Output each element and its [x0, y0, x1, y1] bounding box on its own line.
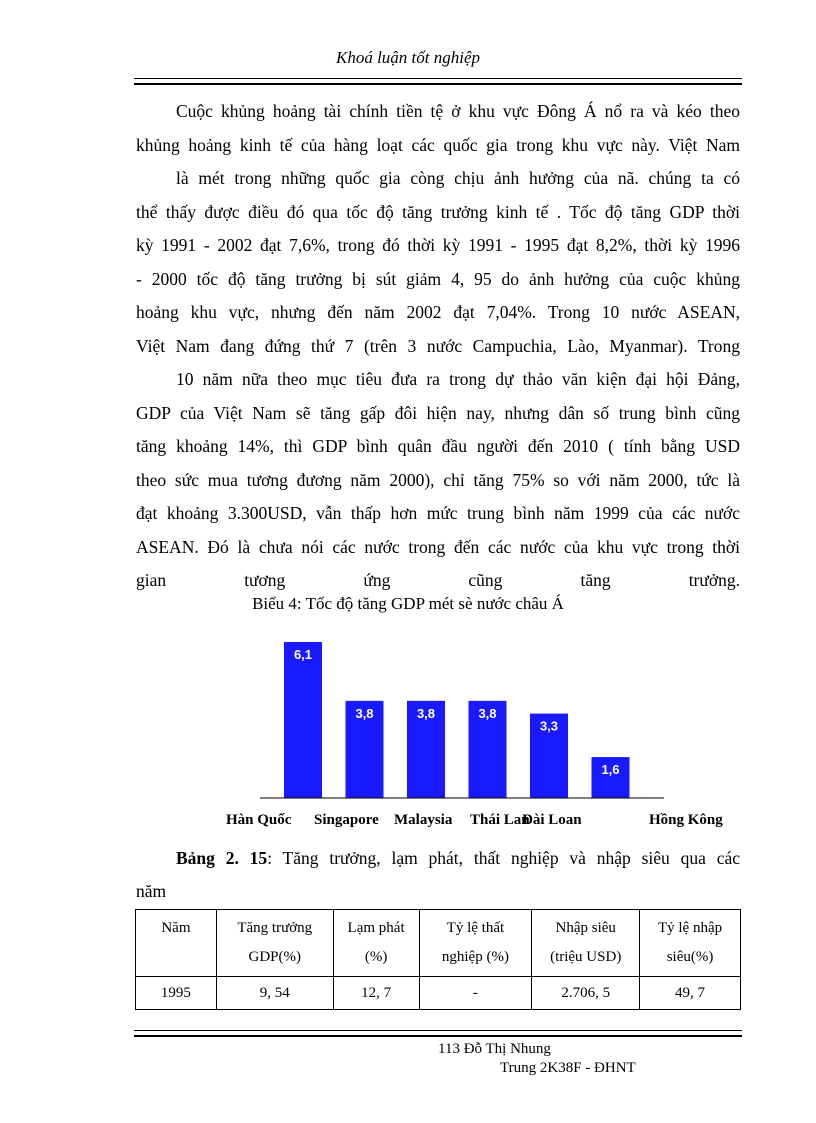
text-line: Cuộc khủng hoảng tài chính tiền tệ ở khu vực Đông Á nổ ra và kéo theo: [176, 101, 740, 121]
table-cell: 49, 7: [640, 977, 741, 1010]
text-line: kỳ 1991 - 2002 đạt 7,6%, trong đó thời kỳ 1991 - 1995 đạt 8,2%, thời kỳ 1996: [136, 235, 740, 255]
table-header-cell: [419, 910, 532, 977]
footer-line-2: Trung 2K38F - ĐHNT: [500, 1060, 636, 1076]
table-caption-label: Bảng 2. 15: [176, 848, 268, 868]
chart-value-label: 3,8: [478, 705, 497, 721]
table-row: [136, 977, 741, 1010]
footer-line-1: 113 Đỗ Thị Nhung: [438, 1041, 551, 1057]
table-header-cell: [136, 910, 217, 977]
chart-title: Biểu 4: Tốc độ tăng GDP mét sè nước châu Á: [252, 594, 564, 613]
table-header-text: (%): [364, 949, 388, 965]
chart-category-label: Thái Lan: [470, 812, 530, 828]
text-line: GDP của Việt Nam sẽ tăng gấp đôi hiện nay, nhưng dân số trung bình cũng: [136, 402, 740, 423]
text-line: - 2000 tốc độ tăng trưởng bị sút giảm 4, 95 do ảnh hưởng của cuộc khủng: [136, 268, 740, 289]
chart-category-label: Hồng Kông: [649, 812, 723, 828]
table-caption-text-2: năm: [136, 881, 167, 901]
text-line: 10 năm nữa theo mục tiêu đưa ra trong dự thảo văn kiện đại hội Đảng,: [176, 369, 740, 389]
table-cell: -: [419, 977, 532, 1010]
table-header-row: [136, 910, 741, 977]
chart-value-label: 3,3: [539, 718, 559, 734]
text-line: là mét trong những quốc gia còng chịu ảnh hưởng của nã. chúng ta có: [176, 168, 740, 188]
table-header-text: Tỷ lệ nhập: [657, 920, 723, 936]
table-header-text: Tỷ lệ thất: [446, 920, 505, 936]
table-header-cell: [532, 910, 640, 977]
table-cell: 9, 54: [216, 977, 333, 1010]
text-line: gian tương ứng cũng tăng trưởng.: [136, 570, 740, 590]
chart-category-labels: [226, 812, 740, 834]
table-header-text: nghiệp (%): [441, 949, 509, 965]
table-header-cell: [333, 910, 419, 977]
table-header-text: GDP(%): [248, 949, 302, 965]
table-cell: 12, 7: [333, 977, 419, 1010]
text-line: theo sức mua tương đương năm 2000), chỉ tăng 75% so với năm 2000, tức là: [136, 469, 740, 490]
text-line: ASEAN. Đó là chưa nói các nước trong đến các nước của khu vực trong thời: [136, 536, 740, 557]
table-caption: [136, 842, 740, 908]
chart-value-label: 3,8: [355, 705, 374, 721]
chart-bar: [284, 642, 322, 798]
body-paragraph: [136, 95, 740, 598]
text-line: thể thấy được điều đó qua tốc độ tăng trưởng kinh tế . Tốc độ tăng GDP thời: [136, 201, 740, 222]
table-header-text: Năm: [161, 920, 191, 936]
chart-category-label: Hàn Quốc: [226, 812, 292, 828]
table-header-text: [140, 943, 212, 972]
table-header-text: Tăng trưởng: [237, 920, 313, 936]
page-header-title: Khoá luận tốt nghiệp: [335, 48, 481, 67]
table-caption-text: : Tăng trưởng, lạm phát, thất nghiệp và nhập siêu qua các: [267, 848, 741, 868]
table-cell: 2.706, 5: [532, 977, 640, 1010]
table-cell: 1995: [136, 977, 217, 1010]
chart-value-label: 1,6: [601, 762, 620, 778]
chart-category-label: Malaysia: [394, 812, 453, 828]
chart-category-label: Singapore: [314, 812, 379, 828]
footer-rule: [134, 1030, 742, 1037]
table-header-text: siêu(%): [666, 949, 714, 965]
table-header-cell: [640, 910, 741, 977]
gdp-bar-chart: [250, 630, 670, 802]
chart-value-label: 6,1: [293, 647, 313, 662]
stats-table: [135, 909, 741, 1010]
table-header-text: (triệu USD): [550, 949, 622, 965]
text-line: Việt Nam đang đứng thứ 7 (trên 3 nước Campuchia, Lào, Myanmar). Trong: [136, 335, 740, 356]
table-header-text: Lạm phát: [347, 920, 405, 936]
chart-category-label: Đài Loan: [522, 812, 582, 828]
chart-value-label: 3,8: [416, 705, 436, 721]
text-line: khủng hoảng kinh tế của hàng loạt các quốc gia trong khu vực này. Việt Nam: [136, 134, 740, 155]
text-line: đạt khoảng 3.300USD, vẫn thấp hơn mức trung bình năm 1999 của các nước: [136, 503, 740, 523]
table-header-text: Nhập siêu: [555, 920, 616, 936]
text-line: tăng khoảng 14%, thì GDP bình quân đầu người đến 2010 ( tính bằng USD: [136, 436, 740, 456]
table-header-cell: [216, 910, 333, 977]
text-line: hoảng khu vực, nhưng đến năm 2002 đạt 7,04%. Trong 10 nước ASEAN,: [136, 302, 740, 322]
header-rule: [134, 78, 742, 85]
